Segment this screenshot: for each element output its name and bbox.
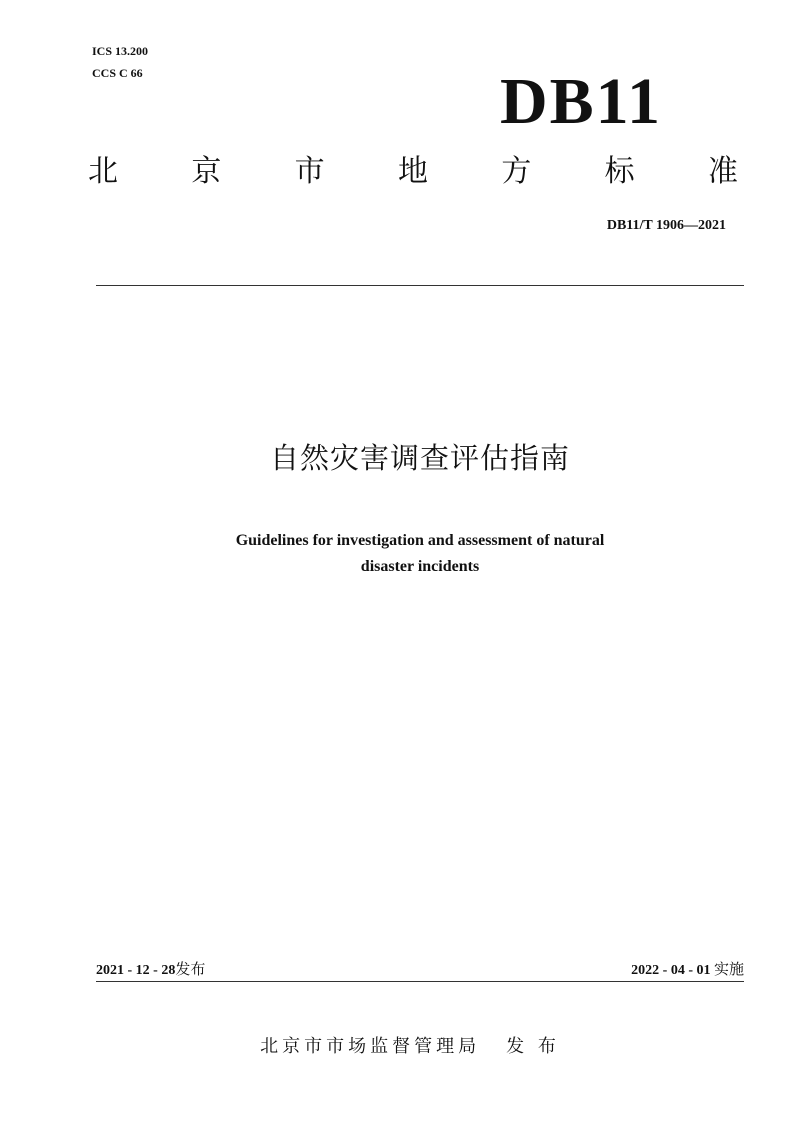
implementation-label: 实施: [713, 960, 744, 978]
publish-label: 发 布: [506, 1036, 560, 1057]
standard-type-char: 方: [501, 154, 532, 189]
issue-date: 2021 - 12 - 28: [96, 963, 176, 978]
db-logo: DB11: [500, 65, 663, 138]
publisher-line: [0, 1032, 800, 1058]
english-title-line: disaster incidents: [360, 558, 480, 575]
standard-type-char: 北: [88, 154, 118, 189]
implementation-date: 2022 - 04 - 01: [631, 963, 711, 978]
top-divider: [96, 285, 744, 286]
standard-type-char: 准: [707, 154, 738, 189]
standard-type-char: 市: [294, 154, 325, 189]
document-title-english: [140, 528, 700, 580]
standard-type-char: 京: [191, 154, 222, 189]
classification-codes: [92, 40, 148, 84]
standard-type: [88, 150, 738, 194]
standard-number: DB11/T 1906—2021: [606, 218, 726, 233]
bottom-divider: [96, 981, 744, 982]
english-title-line: Guidelines for investigation and assessment of natural: [235, 532, 605, 549]
issue-date-block: [96, 958, 205, 979]
standard-type-char: 地: [397, 154, 428, 189]
standard-type-char: 标: [604, 154, 635, 189]
issue-label: 发布: [175, 960, 206, 978]
implementation-date-block: [540, 958, 744, 979]
ccs-code: CCS C 66: [92, 66, 143, 80]
publisher-name: 北京市市场监督管理局: [260, 1036, 481, 1057]
ics-code: ICS 13.200: [92, 44, 149, 58]
document-title-chinese: 自然灾害调查评估指南: [269, 441, 570, 475]
